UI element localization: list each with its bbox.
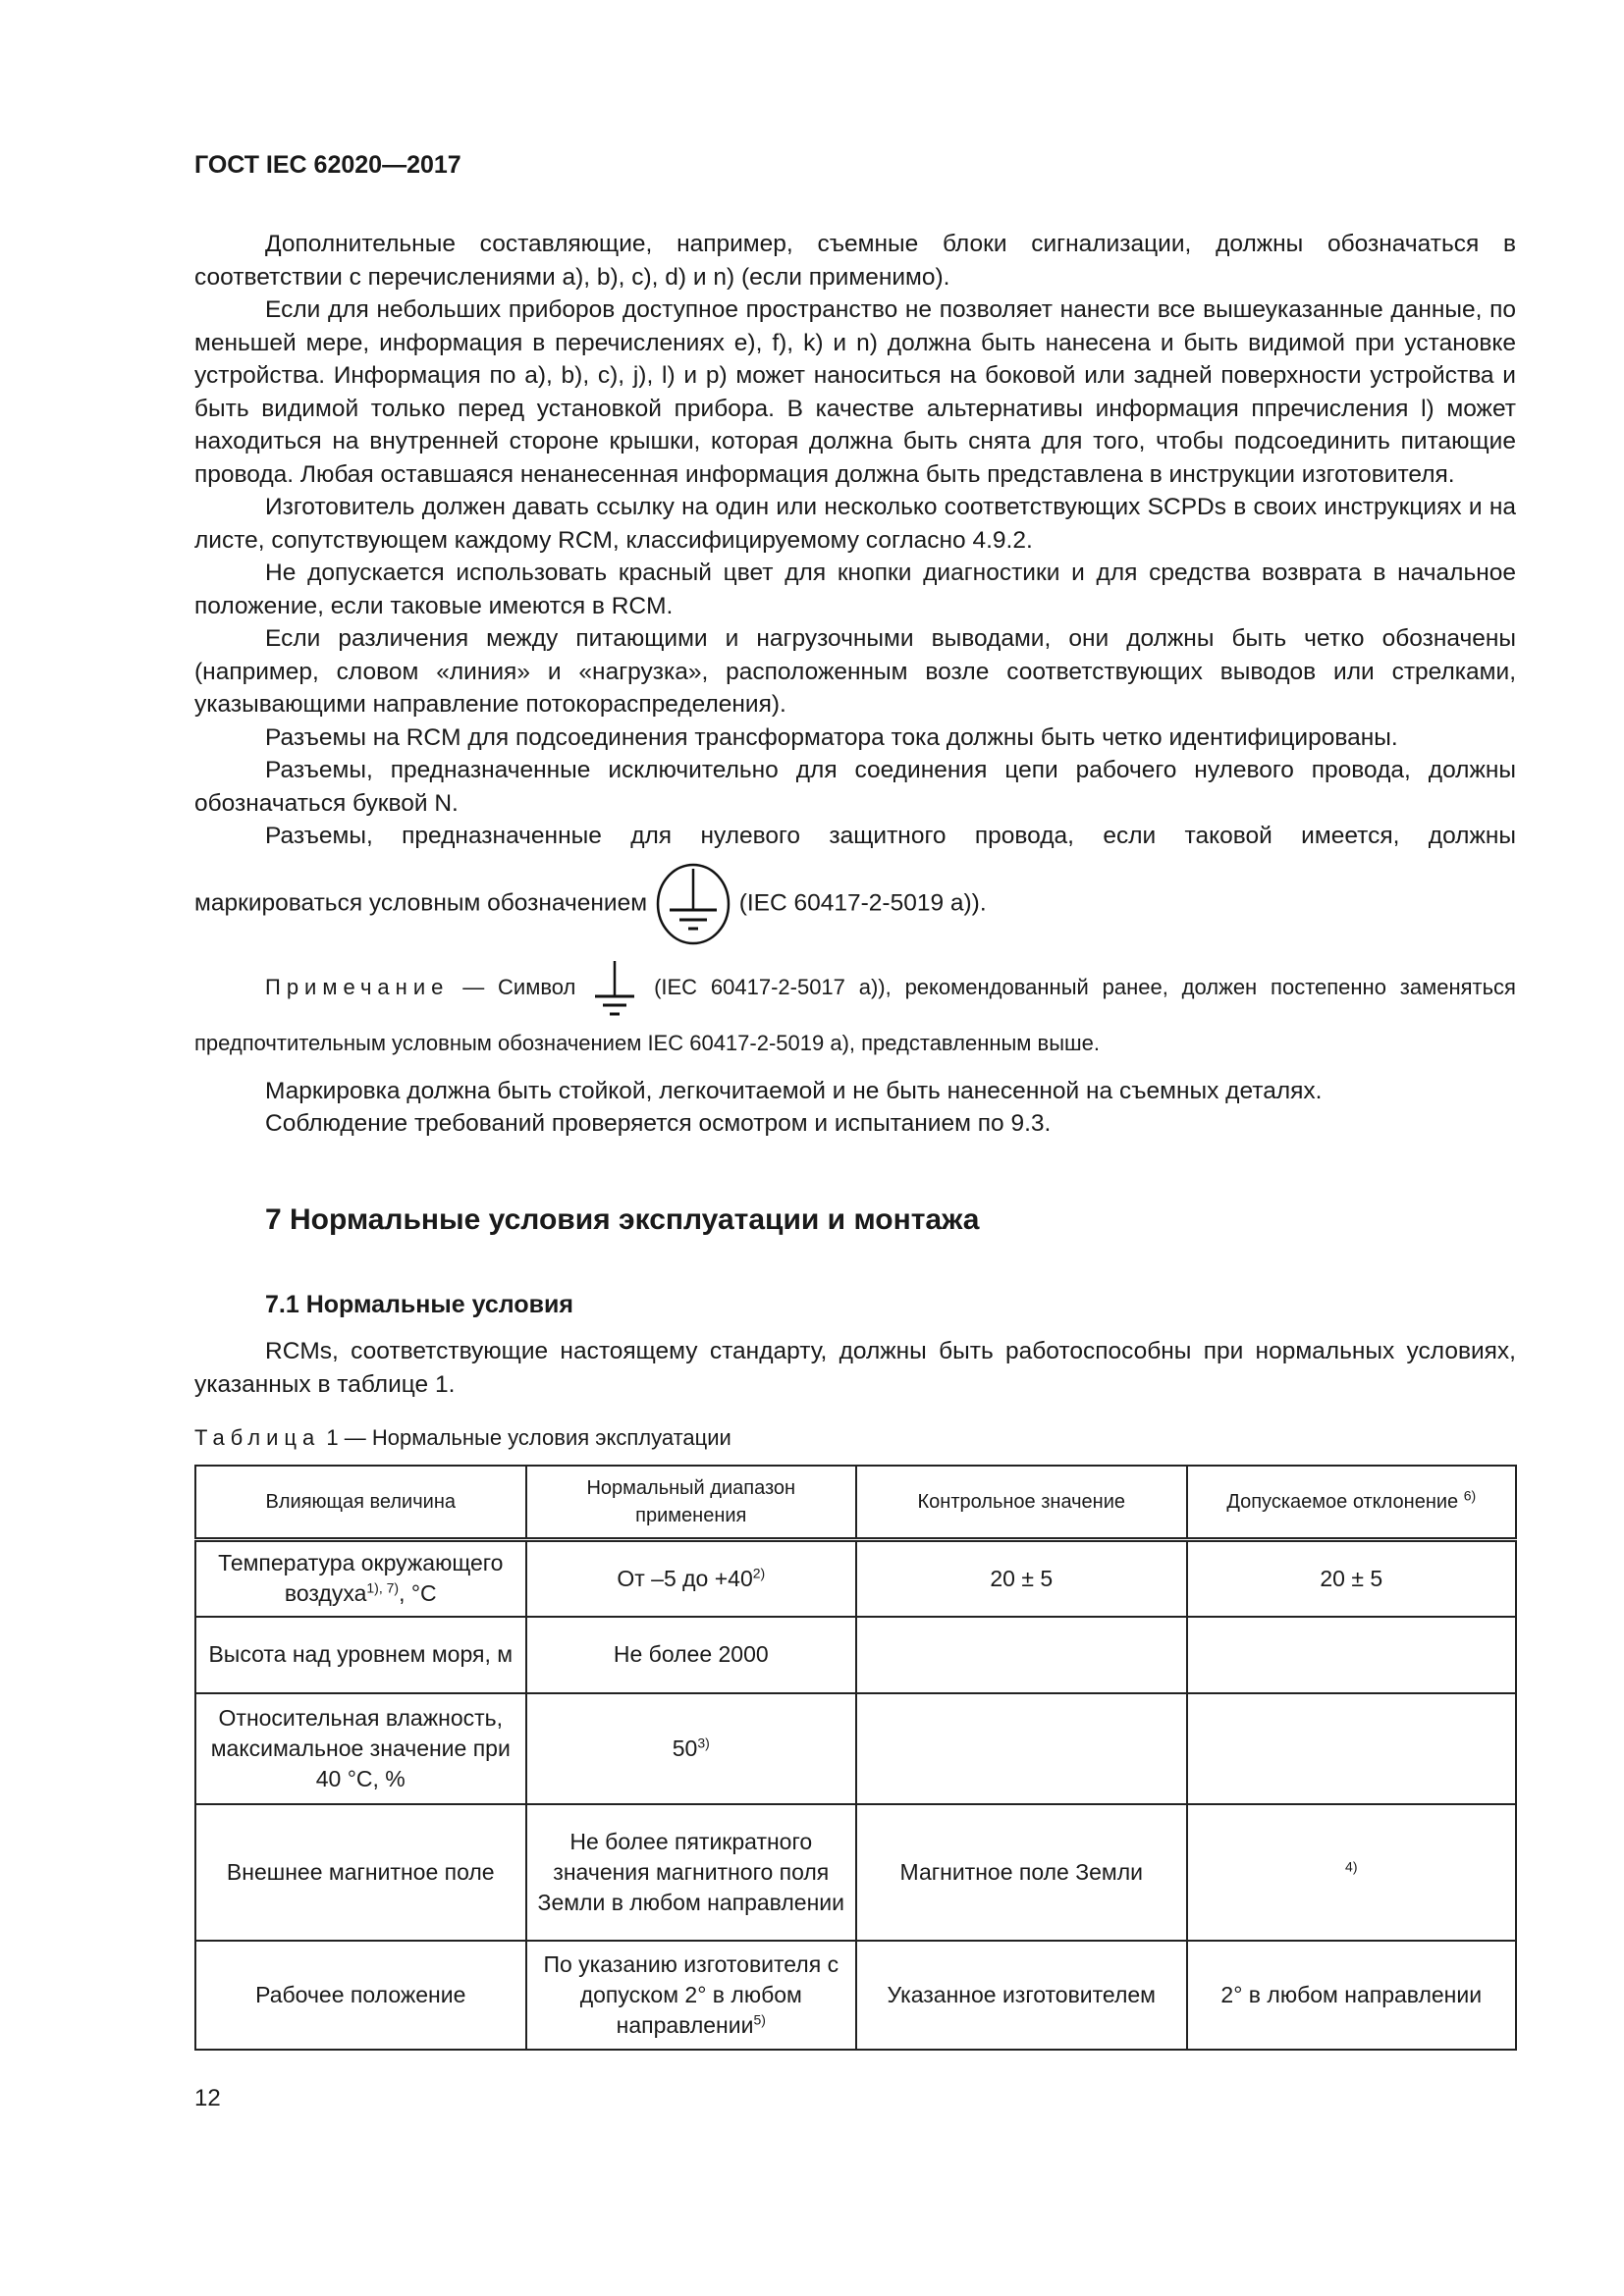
column-header: Нормальный диапазон применения: [526, 1466, 856, 1540]
table-cell: От –5 до $+40^{2)}$: [526, 1540, 856, 1617]
table-row: [195, 1941, 1516, 2050]
paragraph: Изготовитель должен давать ссылку на один или несколько соответствующих SCPDs в своих инструкциях и на листе, сопутствующем каждому RCM, классифицируемому согласно 4.9.2.: [194, 494, 1516, 554]
paragraph: Не допускается использовать красный цвет для кнопки диагностики и для средства возврата в начальное положение, если таковые имеются в RCM.: [194, 560, 1516, 619]
normal-conditions-table: [194, 1465, 1517, 2051]
page-number: 12: [194, 2085, 221, 2111]
section-7-1-heading: 7.1 Нормальные условия: [265, 1291, 573, 1318]
paragraph: Соблюдение требований проверяется осмотром и испытанием по 9.3.: [265, 1110, 1052, 1137]
paragraph: Маркировка должна быть стойкой, легкочитаемой и не быть нанесенной на съемных деталях.: [265, 1077, 1323, 1104]
table-cell: 4): [1187, 1804, 1516, 1941]
paragraph: Если различения между питающими и нагрузочными выводами, они должны быть четко обозначены (например, словом «линия» и «нагрузка», расположенным возле соответствующих выводов или стрелками, указывающими направление потокораспределения).: [194, 625, 1516, 718]
table-row: [195, 1693, 1516, 1804]
pe-paragraph-line2: [194, 863, 1516, 945]
table-caption-text: 1 — Нормальные условия эксплуатации: [326, 1425, 731, 1450]
table-cell: По указанию изготовителя с допуском 2° в любом направлении$^{5)}$: [526, 1941, 856, 2050]
table-cell: [856, 1617, 1187, 1693]
table-cell: Температура окружающего воздуха$^{1), 7)}$, °C: [195, 1540, 526, 1617]
paragraph: Дополнительные составляющие, например, съемные блоки сигнализации, должны обозначаться в соответствии с перечислениями a), b), c), d) и n) (если применимо).: [194, 231, 1516, 291]
table-caption: [194, 1425, 1516, 1451]
table-cell: Внешнее магнитное поле: [195, 1804, 526, 1941]
body-text: [194, 228, 1516, 1141]
column-header: Допускаемое отклонение $^{6)}$: [1187, 1466, 1516, 1540]
pe-paragraph-line1: Разъемы, предназначенные для нулевого защитного провода, если таковой имеется, должны: [265, 823, 1516, 849]
table-caption-label: Таблица: [194, 1425, 321, 1450]
pe-text-before: маркироваться условным обозначением: [194, 888, 648, 916]
table-cell: Магнитное поле Земли: [856, 1804, 1187, 1941]
paragraph: Разъемы на RCM для подсоединения трансформатора тока должны быть четко идентифицированы.: [265, 723, 1398, 751]
table-cell: Не более пятикратного значения магнитного поля Земли в любом направлении: [526, 1804, 856, 1941]
table-cell: 50$^{3)}$: [526, 1693, 856, 1804]
table-cell: Указанное изготовителем: [856, 1941, 1187, 2050]
note-dash: —: [462, 974, 485, 999]
table-row: [195, 1540, 1516, 1617]
note-label: Примечание: [265, 974, 450, 999]
paragraph: Разъемы, предназначенные исключительно для соединения цепи рабочего нулевого провода, должны обозначаться буквой N.: [194, 757, 1516, 817]
table-row: [195, 1804, 1516, 1941]
table-cell: 20 ± 5: [856, 1540, 1187, 1617]
table-cell: Высота над уровнем моря, м: [195, 1617, 526, 1693]
table-cell: 2° в любом направлении: [1187, 1941, 1516, 2050]
table-row: [195, 1617, 1516, 1693]
pe-text-after: (IEC 60417-2-5019 a)).: [738, 888, 987, 916]
section-7-1-text: RCMs, соответствующие настоящему стандарту, должны быть работоспособны при нормальных условиях, указанных в таблице 1.: [194, 1338, 1516, 1398]
table-cell: [856, 1693, 1187, 1804]
table-cell: [1187, 1693, 1516, 1804]
table-cell: [1187, 1617, 1516, 1693]
note-text-after: (IEC 60417-2-5017 a)), рекомендованный ранее, должен постепенно заменяться предпочтительным условным обозначением IEC 60417-2-5019 a), представленным выше.: [194, 974, 1516, 1055]
table-cell: Относительная влажность, максимальное значение при 40 °C, %: [195, 1693, 526, 1804]
table-cell: Не более 2000: [526, 1617, 856, 1693]
table-cell: Рабочее положение: [195, 1941, 526, 2050]
column-header: Влияющая величина: [195, 1466, 526, 1540]
paragraph: Если для небольших приборов доступное пространство не позволяет нанести все вышеуказанные данные, по меньшей мере, информация в перечислениях e), f), k) и n) должна быть нанесена и быть видимой при установке устройства. Информация по a), b), c), j), l) и p) может наноситься на боковой или задней поверхности устройства и быть видимой только перед установкой прибора. В качестве альтернативы информация ппречисления l) может находиться на внутренней стороне крышки, которая должна быть снята для того, чтобы подсоединить питающие провода. Любая оставшаяся ненанесенная информация должна быть представлена в инструкции изготовителя.: [194, 296, 1516, 488]
earth-symbol-icon: [589, 959, 640, 1020]
table-header-row: [195, 1466, 1516, 1540]
column-header: Контрольное значение: [856, 1466, 1187, 1540]
note: [194, 959, 1516, 1067]
note-text-before: Символ: [498, 974, 576, 999]
protective-earth-symbol-icon: [654, 863, 732, 945]
section-7-heading: 7 Нормальные условия эксплуатации и монтажа: [265, 1203, 980, 1236]
document-header: ГОСТ IEC 62020—2017: [194, 151, 461, 179]
table-cell: 20 ± 5: [1187, 1540, 1516, 1617]
